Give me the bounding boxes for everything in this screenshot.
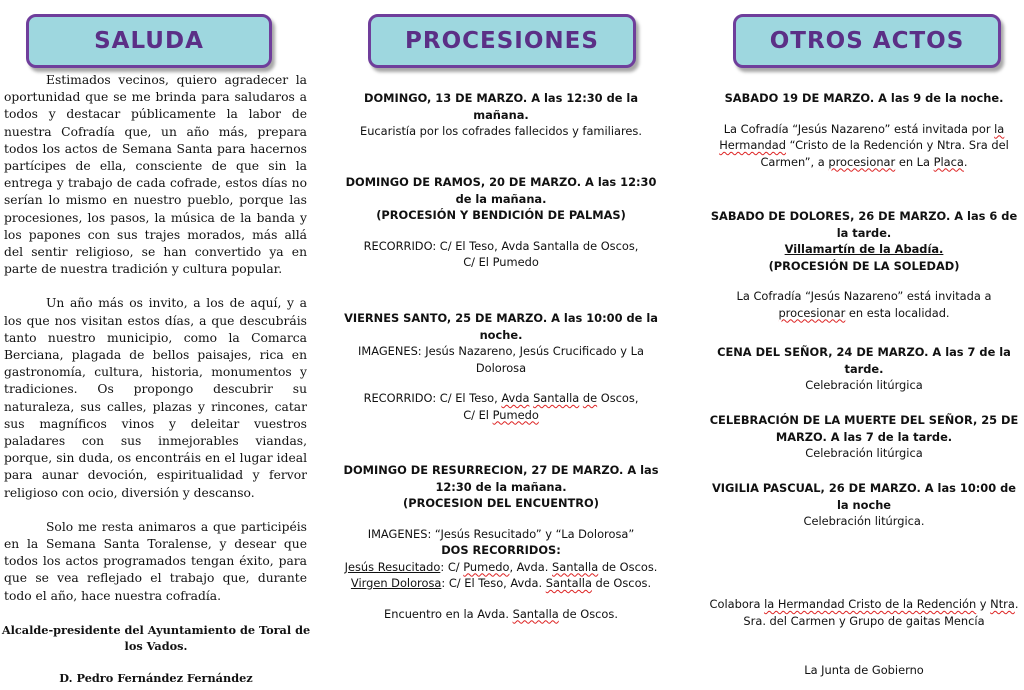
event-domingo-ramos (340, 174, 662, 271)
act-text: “Cristo de la Redención y Ntra. Sra del Carmen”, a (760, 138, 1009, 169)
act-text: . (963, 154, 968, 169)
colabora-text: . Sra. del Carmen y Grupo de gaitas Mencía (743, 597, 1019, 628)
act-description: Celebración litúrgica (805, 378, 923, 392)
colabora-text: y (979, 597, 987, 611)
act-sabado-dolores (705, 208, 1023, 321)
act-subtitle: (PROCESIÓN DE LA SOLEDAD) (768, 258, 960, 273)
act-vigilia-pascual (705, 480, 1023, 530)
act-description (705, 121, 1023, 171)
act-word: Placa (933, 154, 964, 169)
route-word: Santalla (533, 391, 580, 405)
junta-gobierno: La Junta de Gobierno (804, 663, 924, 677)
act-muerte-senor (705, 412, 1023, 462)
act-description (705, 288, 1023, 321)
event-images: IMAGENES: “Jesús Resucitado” y “La Dolorosa” (367, 526, 635, 541)
act-description: Celebración litúrgica. (803, 514, 925, 528)
letter-paragraph-1: Estimados vecinos, quiero agradecer la oportunidad que se me brinda para saludaros a todos y destacar públicamente la labor de nuestra Cofradía que, un año más, prepara todos los actos de Semana Santa para hacernos partícipes de ella, consciente de que sin la entrega y trabajo de cada cofrade, estos días no serían lo mismo en nuestro pueblo, porque las procesiones, los pasos, la música de la banda y los papones con sus trajes morados, más allá del sentir religioso, se han convertido ya en parte de nuestra tradición y cultura popular. (4, 73, 307, 277)
event-images: IMAGENES: Jesús Nazareno, Jesús Crucificado y La Dolorosa (358, 344, 644, 375)
act-title: SABADO DE DOLORES, 26 DE MARZO. A las 6 de la tarde. (710, 209, 1018, 240)
event-description: Eucaristía por los cofrades fallecidos y familiares. (360, 124, 642, 138)
route-text: Encuentro en la Avda. (384, 606, 509, 621)
route-text: C/ (447, 559, 460, 574)
event-route-end: C/ El Pumedo (463, 255, 539, 269)
event-subtitle: (PROCESION DEL ENCUENTRO) (403, 496, 599, 510)
event-title: DOMINGO, 13 DE MARZO. A las 12:30 de la mañana. (363, 91, 639, 122)
act-word: procesionar (828, 154, 896, 169)
colabora-word: Ntra (990, 597, 1015, 611)
route-1-name: Jesús Resucitado (344, 559, 441, 574)
event-route (340, 390, 662, 407)
route-2-name: Virgen Dolorosa (350, 576, 442, 590)
route-text: : C/ El Teso, Avda. (441, 576, 543, 590)
route-word: Santalla (552, 559, 599, 574)
greeting-letter (4, 72, 307, 605)
encounter-note (340, 606, 662, 623)
event-route: RECORRIDO: C/ El Teso, Avda Santalla de Oscos, (363, 238, 639, 253)
act-text: en La (898, 154, 931, 169)
event-title: VIERNES SANTO, 25 DE MARZO. A las 10:00 de la noche. (344, 311, 658, 342)
saluda-column (0, 0, 312, 690)
event-domingo-resurreccion (340, 462, 662, 622)
route-word: Avda (501, 391, 530, 405)
colabora-text: Colabora (709, 597, 761, 611)
act-sabado-19 (705, 90, 1023, 170)
route-text: de Oscos. (562, 606, 618, 621)
route-text: C/ El (463, 407, 489, 422)
route-word: Oscos, (600, 391, 639, 405)
signature-role: Alcalde-presidente del Ayuntamiento de Toral de los Vados. (1, 623, 311, 653)
route-word: Pumedo (463, 559, 510, 574)
colabora-hermandad: la Hermandad Cristo de la Redención (764, 597, 977, 611)
procesiones-header (368, 14, 636, 68)
event-title: DOMINGO DE RAMOS, 20 DE MARZO. A las 12:30 de la mañana. (345, 175, 657, 206)
route-word: Santalla (512, 606, 559, 621)
act-cena-senor (705, 344, 1023, 394)
saluda-header (26, 14, 272, 68)
event-routes-heading: DOS RECORRIDOS: (441, 543, 561, 557)
route-word: Santalla (545, 576, 592, 590)
event-subtitle: (PROCESIÓN Y BENDICIÓN DE PALMAS) (376, 208, 626, 222)
procesiones-header-label: PROCESIONES (405, 28, 599, 54)
act-word: procesionar (778, 305, 846, 320)
otros-actos-column (705, 0, 1023, 690)
collaborators (705, 596, 1023, 629)
route-text: RECORRIDO: C/ El Teso, (363, 391, 498, 405)
saluda-header-label: SALUDA (94, 28, 204, 54)
event-domingo-13 (340, 90, 662, 140)
act-text: La Cofradía “Jesús Nazareno” está invitada a (736, 289, 992, 303)
act-title: CELEBRACIÓN DE LA MUERTE DEL SEÑOR, 25 DE MARZO. A las 7 de la tarde. (709, 413, 1019, 444)
letter-paragraph-3: Solo me resta animaros a que participéis en la Semana Santa Toralense, y desear que todos los actos programados tengan éxito, para que se vea reflejado el trabajo que, durante todo el año, hace nuestra cofradía. (4, 519, 307, 603)
act-word: la Hermandad (719, 121, 1005, 152)
act-description: Celebración litúrgica (805, 446, 923, 460)
letter-paragraph-2: Un año más os invito, a los de aquí, y a los que nos visitan estos días, a que descubráis tanto nuestro municipio, como la Comarca Berciana, plagada de bellos paisajes, rica en gastronomía, cultura, historia, monumentos y tradiciones. Os propongo descubrir su naturaleza, sus calles, plazas y rincones, catar sus magníficos vinos y deleitar vuestros paladares con sus inmejorables viandas, porque, sin duda, os encontráis en el lugar ideal para aunar devoción, espiritualidad y fervor religioso con ocio, diversión y descanso. (4, 296, 307, 500)
act-text: La Cofradía “Jesús Nazareno” está invitada por (723, 121, 991, 136)
procesiones-column (340, 0, 662, 690)
route-word: Pumedo (492, 407, 539, 422)
event-route-end (340, 407, 662, 424)
act-title: SABADO 19 DE MARZO. A las 9 de la noche. (724, 91, 1004, 105)
act-place: Villamartín de la Abadía. (784, 242, 944, 256)
route-2 (340, 575, 662, 592)
event-title: DOMINGO DE RESURRECION, 27 DE MARZO. A las 12:30 de la mañana. (343, 463, 659, 494)
route-text: de Oscos. (601, 559, 658, 574)
route-text: : (440, 559, 445, 574)
act-title: CENA DEL SEÑOR, 24 DE MARZO. A las 7 de la tarde. (717, 345, 1011, 376)
otros-actos-header (733, 14, 1001, 68)
route-text: de Oscos. (595, 576, 652, 590)
route-word: de (582, 391, 598, 405)
otros-actos-header-label: OTROS ACTOS (769, 28, 965, 54)
route-text: , Avda. (509, 559, 549, 574)
event-viernes-santo (340, 310, 662, 423)
act-title: VIGILIA PASCUAL, 26 DE MARZO. A las 10:00 de la noche (711, 481, 1016, 512)
route-1 (340, 559, 662, 576)
act-text: en esta localidad. (848, 305, 950, 320)
signature-name: D. Pedro Fernández Fernández (59, 671, 253, 685)
